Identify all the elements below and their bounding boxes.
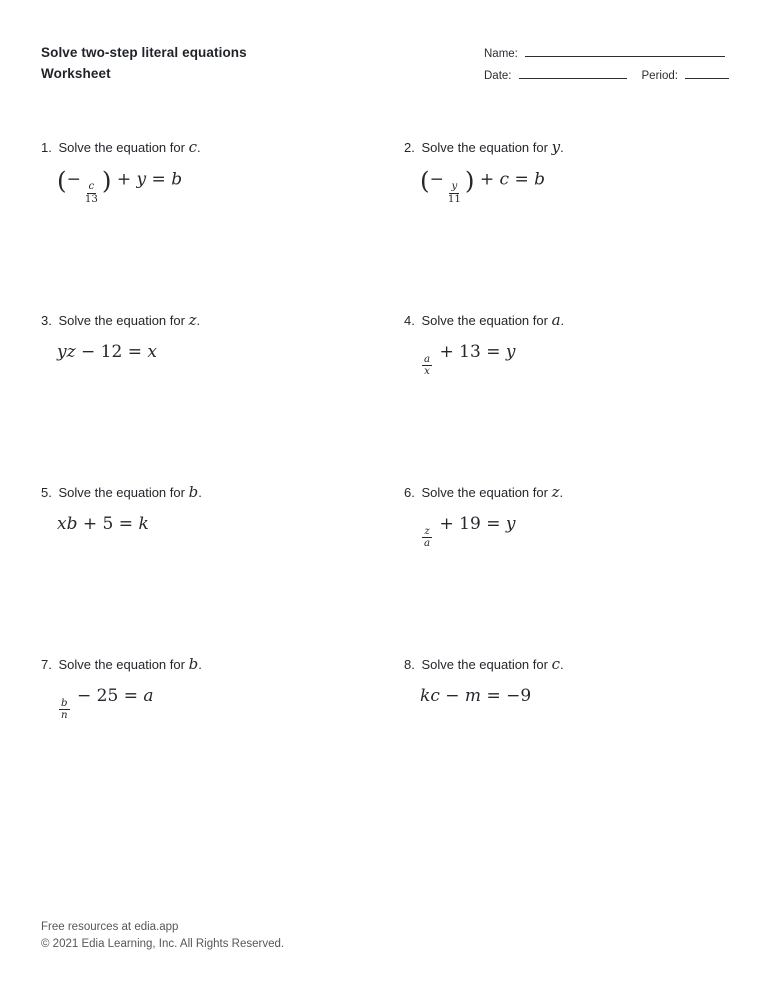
problem-8	[404, 655, 734, 706]
prompt-period: .	[196, 140, 201, 155]
title-line-1: Solve two-step literal equations	[41, 45, 247, 60]
problem-prompt	[41, 483, 371, 501]
problem-prompt	[404, 483, 734, 501]
problem-prompt	[404, 311, 734, 329]
equation: $\frac{a}{x}$ + 13 = y	[424, 342, 516, 378]
problem-3	[41, 311, 371, 362]
prompt-text: Solve the equation for	[58, 657, 185, 672]
equation: $\frac{z}{a}$ + 19 = y	[424, 514, 516, 550]
problem-number: 6.	[404, 485, 415, 500]
problem-2	[404, 138, 734, 206]
prompt-period: .	[560, 140, 564, 155]
page-footer	[41, 919, 284, 953]
equation: yz − 12 = x	[57, 342, 157, 362]
solve-variable: y	[551, 138, 561, 156]
problem-5	[41, 483, 371, 534]
problem-prompt	[404, 655, 734, 673]
equation: $\frac{b}{n}$ − 25 = a	[61, 686, 154, 722]
solve-variable: c	[551, 655, 560, 673]
title-line-2: Worksheet	[41, 66, 111, 81]
problem-7	[41, 655, 371, 722]
prompt-period: .	[559, 485, 564, 500]
equation: (− $\frac{y}{11}$ ) + c = b	[420, 166, 546, 205]
name-blank-line	[525, 45, 725, 57]
prompt-text: Solve the equation for	[421, 485, 548, 500]
problem-number: 5.	[41, 485, 52, 500]
problem-number: 8.	[404, 657, 415, 672]
footer-resources-text: Free resources at edia.app	[41, 921, 179, 933]
solve-variable: b	[188, 483, 199, 501]
prompt-period: .	[196, 313, 201, 328]
equation: kc − m = −9	[420, 686, 532, 706]
solve-variable: c	[188, 138, 197, 156]
prompt-period: .	[198, 485, 202, 500]
solve-variable: a	[551, 311, 561, 329]
student-fields	[484, 45, 729, 89]
prompt-text: Solve the equation for	[421, 313, 548, 328]
problem-number: 3.	[41, 313, 52, 328]
prompt-text: Solve the equation for	[58, 140, 185, 155]
solve-variable: b	[188, 655, 199, 673]
problem-6	[404, 483, 734, 550]
worksheet-title	[41, 42, 247, 84]
prompt-text: Solve the equation for	[421, 140, 548, 155]
problem-number: 2.	[404, 140, 415, 155]
period-label: Period:	[641, 70, 678, 82]
prompt-text: Solve the equation for	[58, 313, 185, 328]
problem-prompt	[41, 311, 371, 329]
date-period-row	[484, 67, 729, 82]
problem-prompt	[404, 138, 734, 156]
name-row	[484, 45, 729, 60]
problem-prompt	[41, 138, 371, 156]
prompt-period: .	[198, 657, 202, 672]
problem-prompt	[41, 655, 371, 673]
problem-4	[404, 311, 734, 378]
problem-number: 1.	[41, 140, 52, 155]
problem-number: 4.	[404, 313, 415, 328]
prompt-text: Solve the equation for	[58, 485, 185, 500]
date-label: Date:	[484, 70, 512, 82]
period-blank-line	[685, 67, 729, 79]
name-label: Name:	[484, 48, 518, 60]
footer-copyright-text: © 2021 Edia Learning, Inc. All Rights Reserved.	[41, 938, 285, 950]
problem-number: 7.	[41, 657, 52, 672]
equation: (− $\frac{c}{13}$ ) + y = b	[57, 166, 183, 205]
solve-variable: z	[551, 483, 560, 501]
prompt-text: Solve the equation for	[421, 657, 548, 672]
solve-variable: z	[188, 311, 197, 329]
date-blank-line	[519, 67, 627, 79]
prompt-period: .	[559, 657, 564, 672]
problem-1	[41, 138, 371, 206]
equation: xb + 5 = k	[57, 514, 149, 534]
prompt-period: .	[560, 313, 565, 328]
